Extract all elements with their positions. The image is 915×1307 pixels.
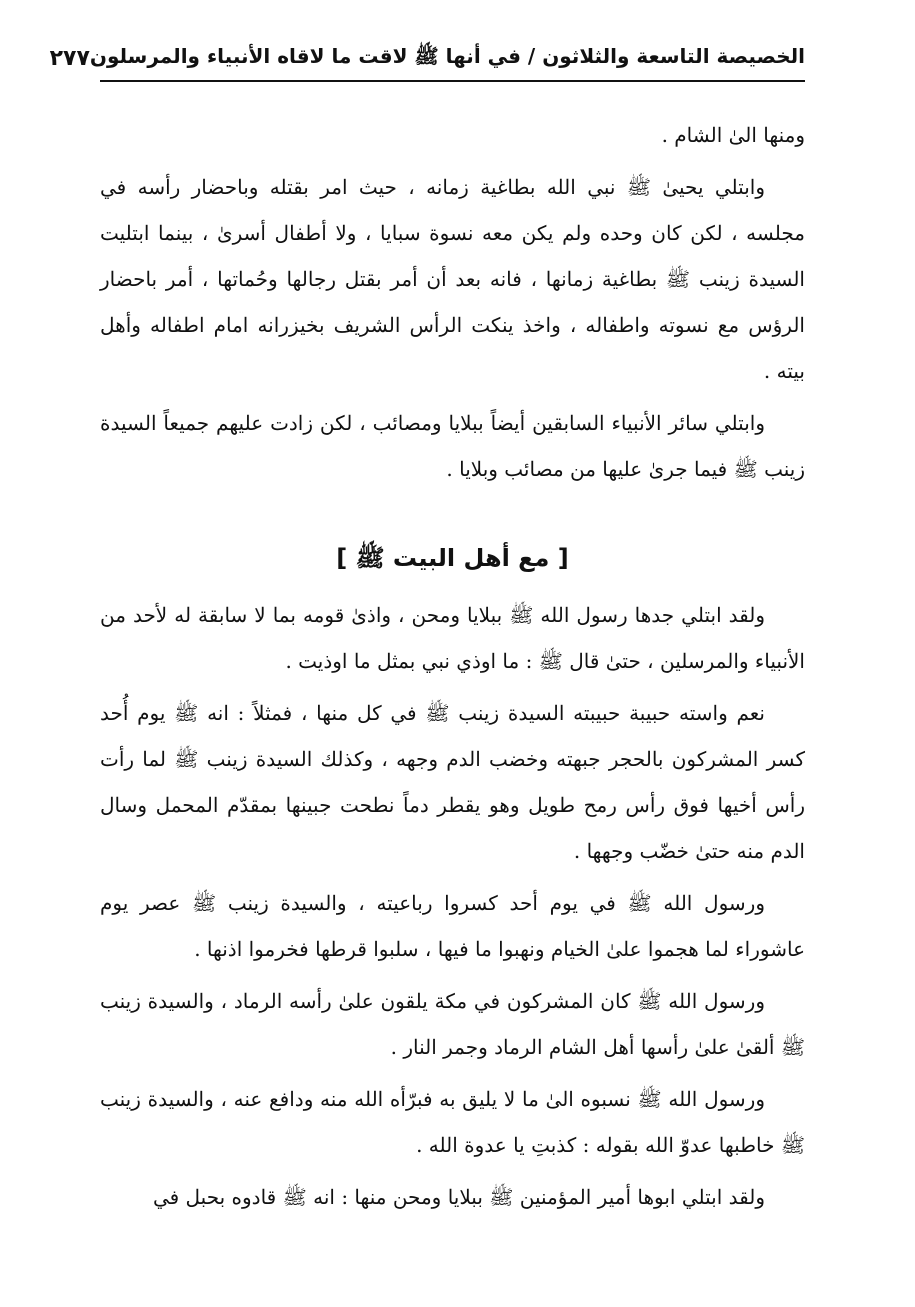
paragraph: ومنها الىٰ الشام . <box>661 123 805 147</box>
running-header <box>49 36 805 80</box>
body-text <box>100 112 805 1226</box>
paragraph: نعم واسته حبيبة حبيبته السيدة زينب ﷺ في كل منها ، فمثلاً : انه ﷺ يوم أُحد كسر المشركون بالحجر جبهته وخضب الدم وجهه ، وكذلك السيدة زينب ﷺ لما رأت رأس أخيها فوق رأس رمح طويل وهو يقطر دماً نطحت جبينها بمقدّم المحمل وسال الدم منه حتىٰ خضّب وجهها . <box>100 701 805 863</box>
section-heading: [ مع أهل البيت ﷺ ] <box>336 544 569 572</box>
paragraph: وابتلي سائر الأنبياء السابقين أيضاً ببلايا ومصائب ، لكن زادت عليهم جميعاً السيدة زينب ﷺ فيما جرىٰ عليها من مصائب وبلايا . <box>100 411 805 481</box>
page-number: ٢٧٧ <box>49 45 90 71</box>
paragraph: ورسول الله ﷺ كان المشركون في مكة يلقون علىٰ رأسه الرماد ، والسيدة زينب ﷺ ألقىٰ علىٰ رأسها أهل الشام الرماد وجمر النار . <box>100 989 805 1059</box>
paragraph: ورسول الله ﷺ نسبوه الىٰ ما لا يليق به فبرّأه الله منه ودافع عنه ، والسيدة زينب ﷺ خاطبها عدوّ الله بقوله : كذبتِ يا عدوة الله . <box>100 1087 805 1157</box>
header-rule <box>100 80 805 82</box>
running-header-title: الخصيصة التاسعة والثلاثون / في أنها ﷺ لاقت ما لاقاه الأنبياء والمرسلون <box>89 43 805 68</box>
paragraph: وابتلي يحيىٰ ﷺ نبي الله بطاغية زمانه ، حيث امر بقتله وباحضار رأسه في مجلسه ، لكن كان وحده ولم يكن معه نسوة سبايا ، ولا أطفال أسرىٰ ، بينما ابتليت السيدة زينب ﷺ بطاغية زمانها ، فانه بعد أن أمر بقتل رجالها وحُماتها ، أمر باحضار الرؤس مع نسوته واطفاله ، واخذ ينكت الرأس الشريف بخيزرانه امام اطفاله وأهل بيته . <box>100 175 805 383</box>
paragraph: ولقد ابتلي جدها رسول الله ﷺ ببلايا ومحن ، واذىٰ قومه بما لا سابقة له لأحد من الأنبياء والمرسلين ، حتىٰ قال ﷺ : ما اوذي نبي بمثل ما اوذيت . <box>100 603 805 673</box>
paragraph: ورسول الله ﷺ في يوم أحد كسروا رباعيته ، والسيدة زينب ﷺ عصر يوم عاشوراء لما هجموا علىٰ الخيام ونهبوا ما فيها ، سلبوا قرطها فخرموا اذنها . <box>100 891 805 961</box>
paragraph: ولقد ابتلي ابوها أمير المؤمنين ﷺ ببلايا ومحن منها : انه ﷺ قادوه بحبل في <box>152 1185 765 1209</box>
